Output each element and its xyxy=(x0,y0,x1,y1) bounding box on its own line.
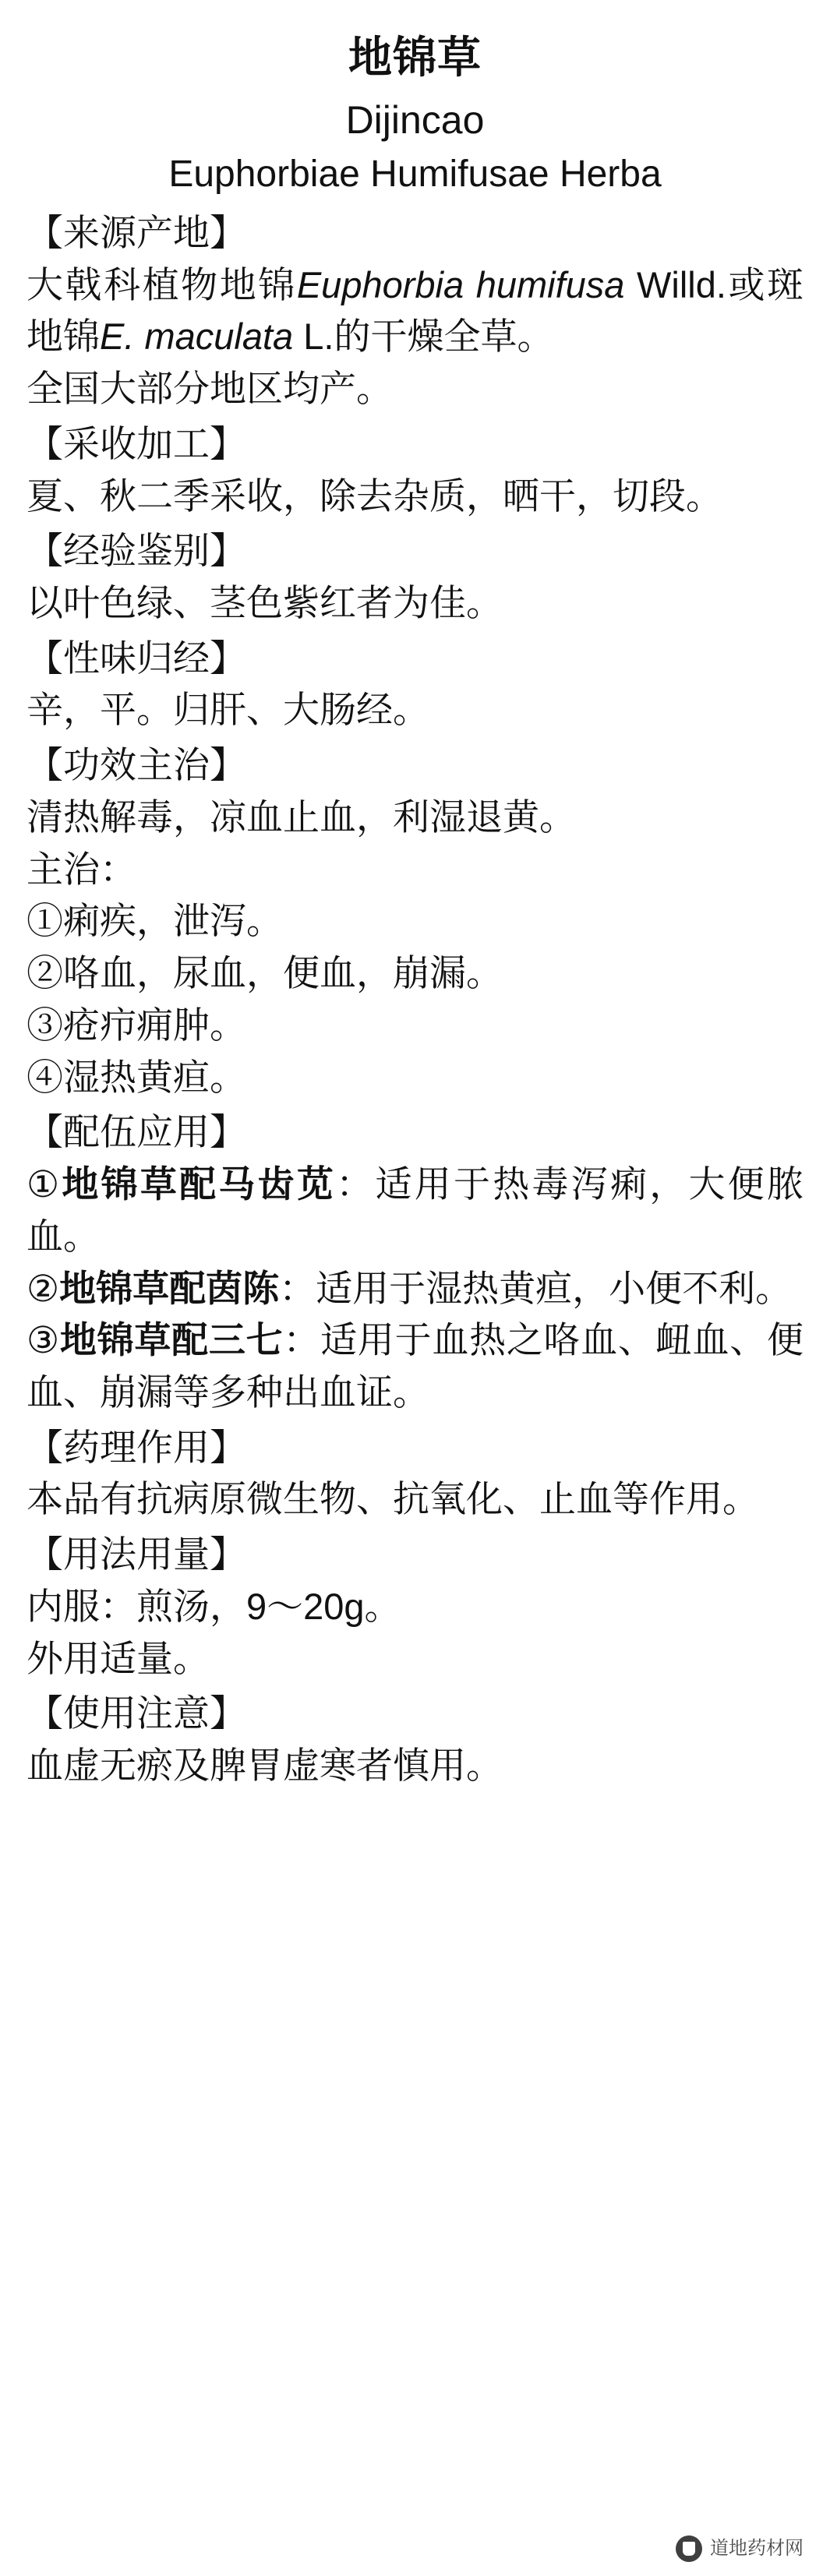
text-run: ：适用于热毒泻痢，大便脓血。 xyxy=(26,1163,804,1257)
section-paragraph xyxy=(26,947,804,1000)
text-run: ①痢疾，泄泻。 xyxy=(26,900,283,942)
text-run: 清热解毒，凉血止血，利湿退黄。 xyxy=(26,796,576,838)
text-run: 夏、秋二季采收，除去杂质，晒干，切段。 xyxy=(26,475,722,517)
text-run: 全国大部分地区均产。 xyxy=(26,368,393,410)
section-paragraph xyxy=(26,1473,804,1526)
section-heading: 【经验鉴别】 xyxy=(26,530,246,572)
text-run: ③ xyxy=(26,1319,60,1361)
text-run: ④湿热黄疸。 xyxy=(26,1056,246,1098)
section-heading: 【采收加工】 xyxy=(26,422,246,464)
text-run: 外用适量。 xyxy=(26,1637,210,1679)
section-paragraph xyxy=(26,471,804,523)
section-paragraph xyxy=(26,1581,804,1633)
section-heading: 【来源产地】 xyxy=(26,211,246,253)
text-run: 本品有抗病原微生物、抗氧化、止血等作用。 xyxy=(26,1478,759,1520)
text-run: L.的干燥全草。 xyxy=(293,316,554,358)
text-run: 辛，平。归肝、大肠经。 xyxy=(26,689,429,731)
account-avatar-icon xyxy=(676,2535,702,2562)
footer-site-name: 道地药材网 xyxy=(710,2538,804,2559)
footer-watermark xyxy=(676,2535,804,2562)
section-paragraph xyxy=(26,1314,804,1418)
section-heading: 【用法用量】 xyxy=(26,1533,246,1576)
text-run: 内服：煎汤，9～20g。 xyxy=(26,1585,401,1627)
section-paragraph xyxy=(26,1633,804,1685)
latin-name: Euphorbiae Humifusae Herba xyxy=(168,154,662,196)
section-heading: 【药理作用】 xyxy=(26,1426,246,1468)
page-title: 地锦草 xyxy=(348,33,482,82)
text-run: 主治： xyxy=(26,848,136,890)
sections-container xyxy=(26,207,804,1792)
text-run: Euphorbia humifusa xyxy=(296,263,625,305)
text-run: 地锦草配马齿苋 xyxy=(62,1163,337,1205)
text-run: ③疮疖痈肿。 xyxy=(26,1004,246,1046)
text-run: ②咯血，尿血，便血，崩漏。 xyxy=(26,952,503,994)
section-paragraph xyxy=(26,577,804,630)
section-paragraph xyxy=(26,895,804,947)
section-paragraph xyxy=(26,1159,804,1262)
section-paragraph xyxy=(26,363,804,415)
text-run: 地锦草配三七 xyxy=(59,1319,284,1361)
pinyin-name: Dijincao xyxy=(345,98,485,143)
text-run: Willd.或斑地锦 xyxy=(26,263,804,358)
section-paragraph xyxy=(26,1740,804,1792)
text-run: 大戟科植物地锦 xyxy=(26,263,297,305)
section-paragraph xyxy=(26,844,804,896)
section-paragraph xyxy=(26,792,804,844)
section-heading: 【功效主治】 xyxy=(26,744,246,786)
section-paragraph xyxy=(26,684,804,736)
text-run: ：适用于血热之咯血、衄血、便血、崩漏等多种出血证。 xyxy=(26,1319,804,1413)
text-run: E. maculata xyxy=(100,316,294,358)
text-run: ② xyxy=(26,1267,60,1309)
section-paragraph xyxy=(26,1052,804,1104)
section-heading: 【性味归经】 xyxy=(26,637,246,679)
section-paragraph xyxy=(26,1263,804,1315)
text-run: ① xyxy=(26,1163,62,1205)
text-run: 血虚无瘀及脾胃虚寒者慎用。 xyxy=(26,1745,503,1787)
section-heading: 【配伍应用】 xyxy=(26,1111,246,1153)
section-paragraph xyxy=(26,259,804,363)
section-paragraph xyxy=(26,1000,804,1052)
text-run: 地锦草配茵陈 xyxy=(59,1267,280,1309)
text-run: ：适用于湿热黄疸，小便不利。 xyxy=(279,1267,793,1309)
section-heading: 【使用注意】 xyxy=(26,1692,246,1734)
text-run: 以叶色绿、茎色紫红者为佳。 xyxy=(26,582,503,623)
